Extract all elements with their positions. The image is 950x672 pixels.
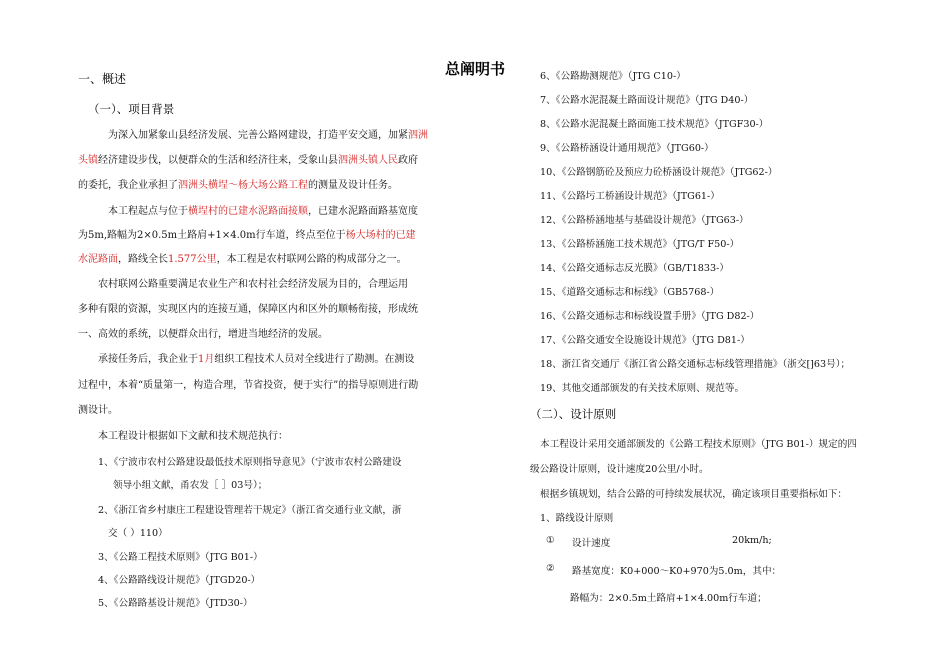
reference-item: 15、《道路交通标志和标线》（GB5768-）: [540, 287, 720, 298]
reference-item: 14、《公路交通标志反光膜》（GB/T1833-）: [540, 263, 729, 274]
highlight-text: 杨大场村的已建: [345, 230, 416, 241]
text-run: ，本工程是农村联网公路的构成部分之一。: [216, 254, 407, 265]
reference-item: 17、《公路交通安全设施设计规范》（JTG D81-）: [540, 335, 750, 346]
reference-item: 19、其他交通部颁发的有关技术原则、规范等。: [540, 383, 745, 394]
item-value: 20km/h;: [732, 535, 772, 546]
highlight-text: 头镇: [78, 155, 98, 166]
subsection-heading-background: （一）、项目背景: [88, 102, 175, 116]
text-run: 承接任务后，我企业于: [98, 354, 198, 365]
item-label: 设计速度: [572, 538, 611, 549]
reference-item: 16、《公路交通标志和标线设置手册》（JTG D82-）: [540, 311, 760, 322]
paragraph-basis: 本工程设计根据如下文献和技术规范执行：: [98, 431, 288, 442]
reference-item: 5、《公路路基设计规范》（JTD30-）: [98, 598, 253, 609]
reference-item: 4、《公路路线设计规范》（JTGD20-）: [98, 575, 261, 586]
item-number: ②: [546, 563, 555, 574]
text-line: 过程中，本着“质量第一，构造合理，节省投资，便于实行”的指导原则进行勘: [78, 380, 419, 391]
text-run: 政府: [398, 155, 418, 166]
reference-item: 3、《公路工程技术原则》（JTG B01-）: [98, 552, 263, 563]
highlight-text: 泗洲头横埕～杨大场公路工程: [178, 180, 308, 191]
reference-item: 9、《公路桥涵设计通用规范》（JTG60-）: [540, 143, 714, 154]
highlight-text: 水泥路面: [78, 254, 118, 265]
reference-item: 1、《宁波市农村公路建设最低技术原则指导意见》（宁波市农村公路建设: [98, 457, 402, 468]
text-line: 多种有限的资源，实现区内的连接互通，保障区内和区外的顺畅衔接，形成统: [78, 304, 418, 315]
text-run: ，路线全长: [118, 254, 168, 265]
highlight-text: 横埕村的已建水泥路面接顺: [188, 206, 308, 217]
reference-item: 13、《公路桥涵施工技术规范》（JTG/T F50-）: [540, 239, 740, 250]
text-line: 农村联网公路重要满足农业生产和农村社会经济发展为目的，合理运用: [98, 279, 408, 290]
reference-item: 11、《公路圬工桥涵设计规范》（JTG61-）: [540, 191, 720, 202]
text-run: 为深入加紧象山县经济发展、完善公路网建设，打造平安交通，加紧: [108, 130, 408, 141]
highlight-text: 泗洲头镇人民: [338, 155, 398, 166]
text-line: 一、高效的系统，以便群众出行，增进当地经济的发展。: [78, 329, 328, 340]
item-text-cont: 路幅为：2×0.5m土路肩+1×4.00m行车道；: [570, 593, 767, 604]
reference-item: 7、《公路水泥混凝土路面设计规范》（JTG D40-）: [540, 95, 754, 106]
reference-item: 18、浙江省交通厅《浙江省公路交通标志标线管理措施》（浙交[]63号）；: [540, 359, 851, 370]
text-run: 组织工程技术人员对全线进行了勘测。在测设: [214, 354, 415, 365]
reference-item: 10、《公路钢筋砼及预应力砼桥涵设计规范》（JTG62-）: [540, 167, 778, 178]
reference-item: 8、《公路水泥混凝土路面施工技术规范》（JTGF30-）: [540, 119, 769, 130]
text-line: 本工程设计采用交通部颁发的《公路工程技术原则》（JTG B01-）规定的四: [540, 439, 857, 450]
list-heading: 1、路线设计原则: [540, 513, 614, 524]
section-heading-overview: 一、概述: [78, 72, 127, 86]
highlight-text: 1.577公里: [168, 254, 217, 265]
highlight-text: 泗洲: [408, 130, 428, 141]
text-line: 根据乡镇规划，结合公路的可持续发展状况，确定该项目重要指标如下：: [540, 489, 847, 500]
subsection-heading-principles: （二）、设计原则: [530, 407, 617, 421]
reference-item-cont: 交（ ）110）: [108, 528, 168, 539]
text-run: 经济建设步伐，以便群众的生活和经济往来，受象山县: [98, 155, 338, 166]
text-run: 的委托，我企业承担了: [78, 180, 178, 191]
text-run: 为5m,路幅为2×0.5m土路肩+1×4.0m行车道，终点至位于: [78, 230, 346, 241]
text-line: 级公路设计原则，设计速度20公里/小时。: [530, 464, 709, 475]
text-run: 的测量及设计任务。: [308, 180, 398, 191]
item-number: ①: [546, 535, 555, 546]
page-title: 总阐明书: [444, 60, 505, 78]
text-line: 测设计。: [78, 405, 118, 416]
reference-item-cont: 领导小组文献，甬农发［ ］03号）；: [113, 480, 268, 491]
reference-item: 12、《公路桥涵地基与基础设计规范》（JTG63-）: [540, 215, 749, 226]
highlight-text: 1月: [198, 354, 215, 365]
reference-item: 6、《公路勘测规范》（JTG C10-）: [540, 71, 686, 82]
reference-item: 2、《浙江省乡村康庄工程建设管理若干规定》（浙江省交通行业文献，浙: [98, 505, 402, 516]
item-text: 路基宽度：K0+000～K0+970为5.0m，其中：: [572, 566, 782, 577]
text-run: ，已建水泥路面路基宽度: [308, 206, 418, 217]
text-run: 本工程起点与位于: [108, 206, 188, 217]
